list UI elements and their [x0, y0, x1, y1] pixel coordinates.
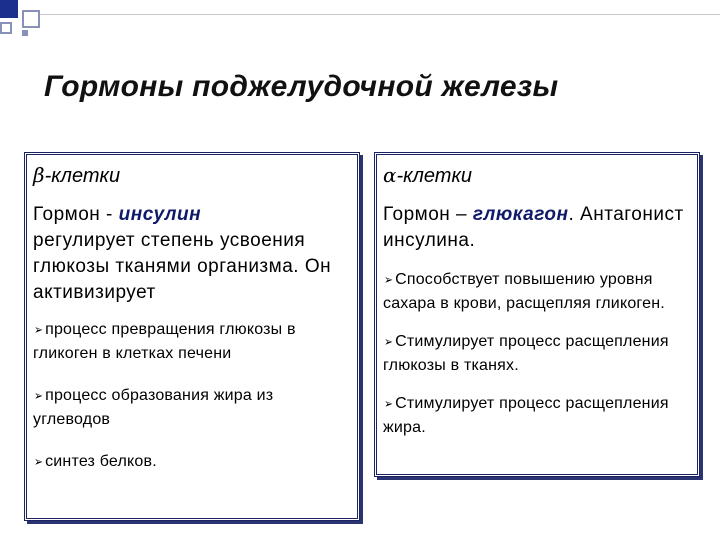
bullet-text: процесс образования жира из углеводов	[33, 387, 274, 428]
beta-cells-panel	[24, 152, 360, 521]
arrow-bullet-icon: ➢	[384, 272, 393, 287]
bullet-text: синтез белков.	[45, 453, 157, 470]
list-item	[33, 318, 351, 366]
insulin-desc-text: регулирует степень усвоения глюкозы тканями организма. Он активизирует	[33, 230, 332, 303]
list-item	[33, 450, 351, 474]
glucagon-prefix: Гормон –	[383, 204, 473, 225]
list-item	[33, 384, 351, 432]
arrow-bullet-icon: ➢	[34, 322, 43, 337]
alpha-cells-heading	[383, 163, 691, 188]
beta-cells-heading	[33, 163, 351, 188]
arrow-bullet-icon: ➢	[384, 334, 393, 349]
glucagon-desc-text: . Антагонист инсулина.	[383, 204, 684, 251]
list-item	[383, 330, 691, 378]
decor-square-filled	[0, 0, 18, 18]
beta-heading-text: -клетки	[44, 165, 121, 187]
bullet-text: Стимулирует процесс расщепления глюкозы в тканях.	[383, 333, 669, 374]
decor-square-dot	[22, 30, 28, 36]
insulin-name: инсулин	[118, 204, 202, 225]
arrow-bullet-icon: ➢	[384, 396, 393, 411]
arrow-bullet-icon: ➢	[34, 388, 43, 403]
top-divider	[40, 14, 720, 15]
alpha-cells-panel	[374, 152, 700, 477]
glucagon-description	[383, 202, 691, 254]
bullet-text: Способствует повышению уровня сахара в крови, расщепляя гликоген.	[383, 271, 665, 312]
list-item	[383, 392, 691, 440]
decor-square-outline	[22, 10, 40, 28]
bullet-text: Стимулирует процесс расщепления жира.	[383, 395, 669, 436]
alpha-symbol: α	[383, 163, 397, 187]
decor-square-outline-small	[0, 22, 12, 34]
list-item	[383, 268, 691, 316]
bullet-text: процесс превращения глюкозы в гликоген в клетках печени	[33, 321, 296, 362]
slide-title: Гормоны поджелудочной железы	[44, 70, 559, 103]
insulin-description	[33, 202, 351, 306]
beta-symbol: β	[33, 163, 45, 187]
alpha-heading-text: -клетки	[396, 165, 473, 187]
insulin-prefix: Гормон -	[33, 204, 119, 225]
glucagon-name: глюкагон	[472, 204, 569, 225]
arrow-bullet-icon: ➢	[34, 454, 43, 469]
